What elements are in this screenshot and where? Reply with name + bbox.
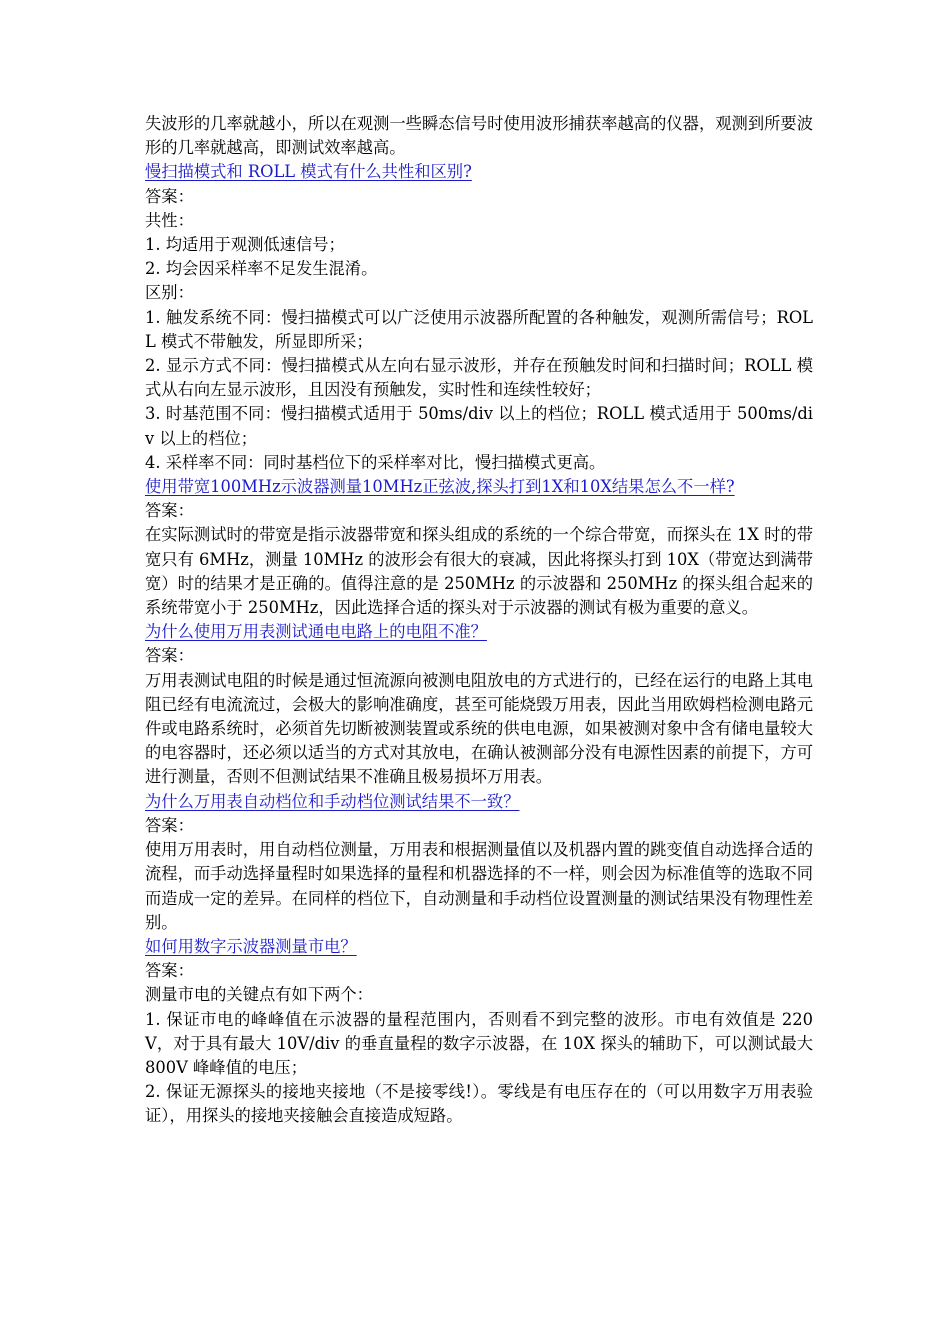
question-link[interactable]: 使用带宽100MHz示波器测量10MHz正弦波,探头打到1X和10X结果怎么不一样? — [145, 477, 735, 497]
faq-section-auto-range — [145, 790, 813, 935]
question-link[interactable]: 如何用数字示波器测量市电？ — [145, 936, 357, 956]
answer-label: 答案： — [145, 961, 194, 981]
answer-label: 答案： — [145, 186, 194, 206]
answer-line: 共性： — [145, 210, 194, 230]
faq-section-probe-bandwidth — [145, 475, 813, 620]
answer-label: 答案： — [145, 646, 194, 666]
answer-line: 2. 均会因采样率不足发生混淆。 — [145, 259, 378, 279]
answer-line: 区别： — [145, 283, 194, 303]
faq-section-roll-mode — [145, 160, 813, 475]
faq-section-resistance — [145, 620, 813, 789]
answer-line: 测量市电的关键点有如下两个： — [145, 985, 373, 1005]
answer-line: 1. 触发系统不同：慢扫描模式可以广泛使用示波器所配置的各种触发，观测所需信号；ROLL 模式不带触发，所显即所采； — [145, 307, 813, 351]
faq-section-mains-measure — [145, 935, 813, 1129]
answer-line: 3. 时基范围不同：慢扫描模式适用于 50ms/div 以上的档位；ROLL 模式适用于 500ms/div 以上的档位； — [145, 404, 813, 448]
answer-line: 2. 显示方式不同：慢扫描模式从左向右显示波形，并存在预触发时间和扫描时间；ROLL 模式从右向左显示波形，且因没有预触发，实时性和连续性较好； — [145, 356, 813, 400]
answer-line: 1. 均适用于观测低速信号； — [145, 235, 345, 255]
intro-paragraph: 失波形的几率就越小，所以在观测一些瞬态信号时使用波形捕获率越高的仪器，观测到所要波形的几率就越高，即测试效率越高。 — [145, 114, 813, 158]
question-link[interactable]: 慢扫描模式和 ROLL 模式有什么共性和区别? — [145, 162, 472, 182]
answer-paragraph: 万用表测试电阻的时候是通过恒流源向被测电阻放电的方式进行的，已经在运行的电路上其电阻已经有电流流过，会极大的影响准确度，甚至可能烧毁万用表，因此当用欧姆档检测电路元件或电路系统时，必须首先切断被测装置或系统的供电电源，如果被测对象中含有储电量较大的电容器时，还必须以适当的方式对其放电，在确认被测部分没有电源性因素的前提下，方可进行测量，否则不但测试结果不准确且极易损坏万用表。 — [145, 670, 813, 787]
answer-label: 答案： — [145, 501, 194, 521]
answer-paragraph: 在实际测试时的带宽是指示波器带宽和探头组成的系统的一个综合带宽，而探头在 1X 时的带宽只有 6MHz，测量 10MHz 的波形会有很大的衰减，因此将探头打到 10X（带宽达到满带宽）时的结果才是正确的。值得注意的是 250MHz 的示波器和 250MHz 的探头组合起来的系统带宽小于 250MHz，因此选择合适的探头对于示波器的测试有极为重要的意义。 — [145, 525, 813, 618]
answer-line: 4. 采样率不同：同时基档位下的采样率对比，慢扫描模式更高。 — [145, 452, 606, 472]
answer-label: 答案： — [145, 815, 194, 835]
document-page — [145, 112, 813, 1129]
question-link[interactable]: 为什么使用万用表测试通电电路上的电阻不准？ — [145, 622, 487, 642]
answer-line: 1. 保证市电的峰峰值在示波器的量程范围内，否则看不到完整的波形。市电有效值是 220V，对于具有最大 10V/div 的垂直量程的数字示波器，在 10X 探头的辅助下，可以测试最大 800V 峰峰值的电压； — [145, 1009, 813, 1077]
answer-line: 2. 保证无源探头的接地夹接地（不是接零线!）。零线是有电压存在的（可以用数字万用表验证），用探头的接地夹接触会直接造成短路。 — [145, 1082, 813, 1126]
answer-paragraph: 使用万用表时，用自动档位测量，万用表和根据测量值以及机器内置的跳变值自动选择合适的流程，而手动选择量程时如果选择的量程和机器选择的不一样，则会因为标准值等的选取不同而造成一定的差异。在同样的档位下，自动测量和手动档位设置测量的测试结果没有物理性差别。 — [145, 840, 813, 932]
question-link[interactable]: 为什么万用表自动档位和手动档位测试结果不一致？ — [145, 791, 520, 811]
